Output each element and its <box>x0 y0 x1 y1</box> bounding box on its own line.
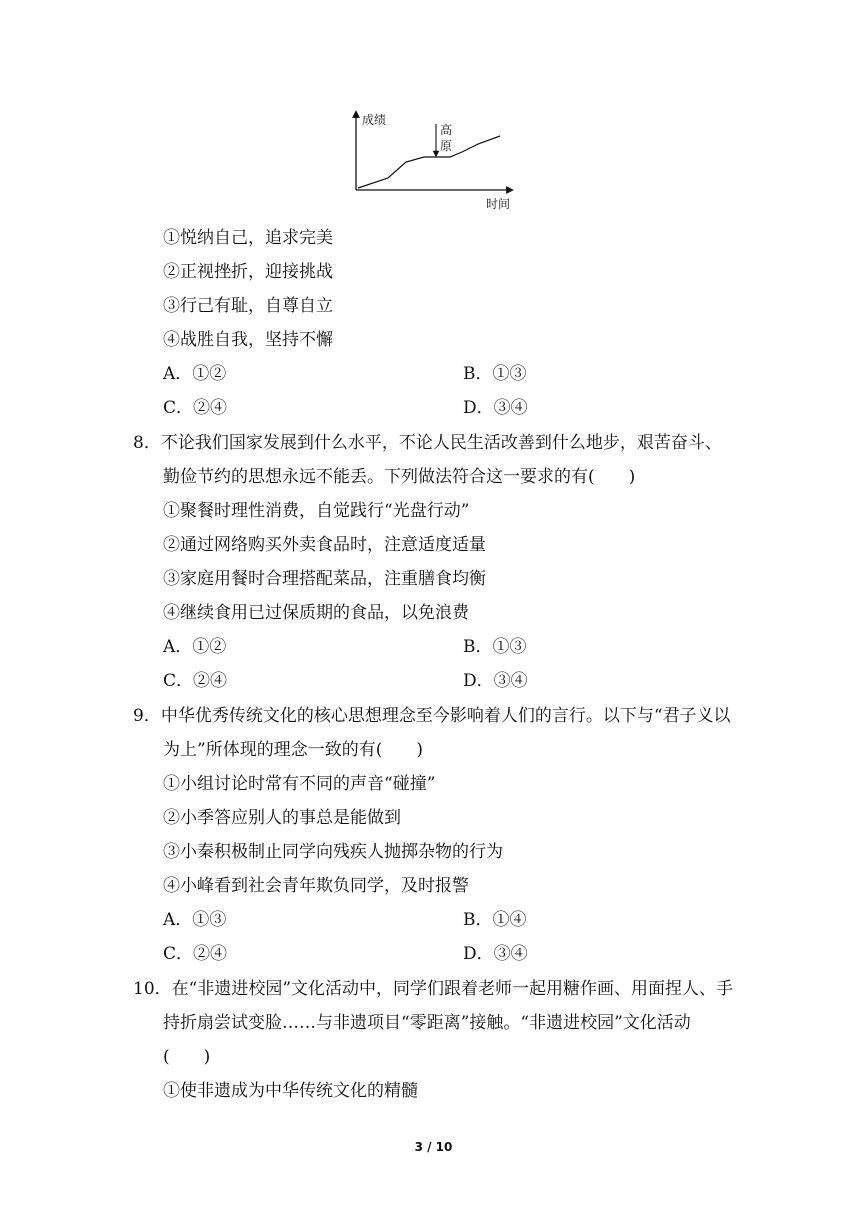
q8-option-d: D．③④ <box>463 671 528 691</box>
q9-stem-line-2: 为上”所体现的理念一致的有( ) <box>163 740 423 760</box>
q9-item-4: ④小峰看到社会青年欺负同学，及时报警 <box>163 876 469 896</box>
q9-option-d: D．③④ <box>463 944 528 964</box>
q9-option-c: C．②④ <box>163 944 228 964</box>
q9-option-b: B．①④ <box>463 910 527 930</box>
q10-stem-line-3: ( ) <box>163 1047 211 1067</box>
q7-item-1: ①悦纳自己，追求完美 <box>163 228 333 248</box>
y-axis-label: 成绩 <box>362 113 387 127</box>
plateau-label-bottom: 原 <box>440 139 453 153</box>
q9-option-a: A．①③ <box>163 910 227 930</box>
q10-item-1: ①使非遗成为中华传统文化的精髓 <box>163 1081 418 1101</box>
q8-item-4: ④继续食用已过保质期的食品，以免浪费 <box>163 603 469 623</box>
q7-item-4: ④战胜自我，坚持不懈 <box>163 330 333 350</box>
x-axis-label: 时间 <box>486 197 511 211</box>
q9-item-1: ①小组讨论时常有不同的声音“碰撞” <box>163 774 436 794</box>
q9-item-3: ③小秦积极制止同学向残疾人抛掷杂物的行为 <box>163 842 503 862</box>
q7-item-2: ②正视挫折，迎接挑战 <box>163 262 333 282</box>
q7-option-b: B．①③ <box>463 364 527 384</box>
q7-item-3: ③行己有耻，自尊自立 <box>163 296 333 316</box>
q8-item-3: ③家庭用餐时合理搭配菜品，注重膳食均衡 <box>163 569 486 589</box>
q10-stem-line-2: 持折扇尝试变脸……与非遗项目“零距离”接触。“非遗进校园”文化活动 <box>163 1013 691 1033</box>
q8-stem-line-1: 8．不论我们国家发展到什么水平，不论人民生活改善到什么地步，艰苦奋斗、 <box>133 433 722 453</box>
score-curve <box>358 136 500 188</box>
q8-item-2: ②通过网络购买外卖食品时，注意适度适量 <box>163 535 486 555</box>
plateau-chart <box>340 108 530 213</box>
q7-option-c: C．②④ <box>163 398 228 418</box>
q10-stem-line-1: 10．在“非遗进校园”文化活动中，同学们跟着老师一起用糖作画、用面捏人、手 <box>133 979 734 999</box>
plateau-label-top: 高 <box>440 123 453 137</box>
q8-stem-line-2: 勤俭节约的思想永远不能丢。下列做法符合这一要求的有( ) <box>163 467 636 487</box>
q8-option-b: B．①③ <box>463 637 527 657</box>
plateau-figure <box>340 108 530 213</box>
q8-item-1: ①聚餐时理性消费，自觉践行“光盘行动” <box>163 501 470 521</box>
q8-option-c: C．②④ <box>163 671 228 691</box>
q9-stem-line-1: 9．中华优秀传统文化的核心思想理念至今影响着人们的言行。以下与“君子义以 <box>133 706 731 726</box>
page-number: 3 / 10 <box>414 1140 453 1154</box>
q7-option-d: D．③④ <box>463 398 528 418</box>
q9-item-2: ②小季答应别人的事总是能做到 <box>163 808 401 828</box>
q7-option-a: A．①② <box>163 364 227 384</box>
q8-option-a: A．①② <box>163 637 227 657</box>
